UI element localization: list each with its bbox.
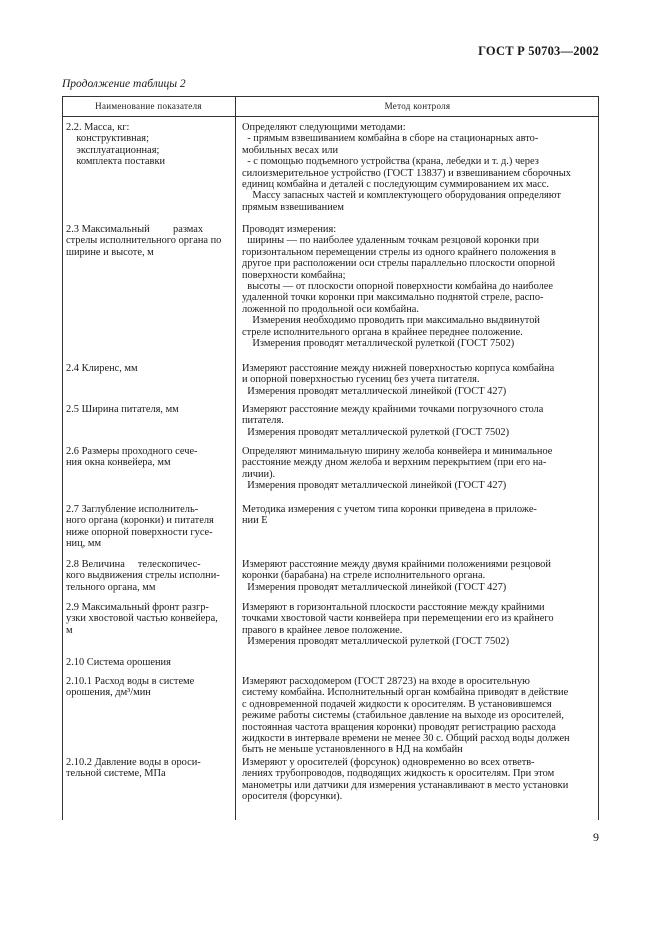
control-method-line: нии Е: [242, 515, 268, 527]
indicator-name-line: 2.7 Заглубление исполнитель-: [66, 504, 199, 515]
control-method-line: другое при расположении оси стрелы параллельно плоскости опорной: [242, 258, 556, 270]
indicator-name-line: тельного органа, мм: [66, 581, 156, 593]
indicator-name-cell: [66, 657, 231, 668]
control-method-cell: [242, 559, 595, 593]
indicator-name-cell: [66, 504, 231, 550]
column-header-name: Наименование показателя: [95, 101, 202, 111]
control-method-line: с одновременной подачей жидкости к оросителям. В установившемся: [242, 698, 552, 710]
control-method-line: расстояние между дном желоба и верхним перекрытием (при его на-: [242, 457, 547, 469]
indicator-name-line: м: [66, 624, 73, 636]
control-method-line: лениях трубопроводов, подводящих жидкость к оросителям. При этом: [242, 768, 555, 780]
control-method-line: высоты — от плоскости опорной поверхности комбайна до наиболее: [242, 281, 554, 293]
control-method-cell: [242, 676, 595, 756]
control-method-cell: [242, 122, 595, 213]
control-method-line: Измеряют в горизонтальной плоскости расстояние между крайними: [242, 602, 545, 613]
control-method-cell: [242, 446, 595, 492]
control-method-line: точками хвостовой части конвейера при перемещении его из крайнего: [242, 613, 554, 625]
indicator-name-cell: [66, 602, 231, 636]
control-method-line: горизонтальном перемещении стрелы из одного крайнего положения в: [242, 246, 556, 258]
control-method-line: Измеряют расстояние между двумя крайними положениями резцовой: [242, 559, 551, 570]
indicator-name-line: 2.10 Система орошения: [66, 657, 171, 668]
control-method-cell: [242, 363, 595, 397]
control-method-cell: [242, 602, 595, 648]
indicator-name-cell: [66, 676, 231, 699]
control-method-line: питателя.: [242, 415, 284, 427]
indicator-name-line: 2.10.2 Давление воды в ороси-: [66, 757, 201, 768]
control-method-line: Измерения проводят металлической рулеткой (ГОСТ 7502): [242, 426, 510, 438]
control-method-line: прямым взвешиванием: [242, 201, 344, 213]
methods-table: [62, 96, 599, 820]
table-left-rule: [62, 96, 63, 820]
control-method-line: оросителя (форсунки).: [242, 791, 343, 803]
indicator-name-line: тельной системе, МПа: [66, 768, 166, 780]
indicator-name-line: кого выдвижения стрелы исполни-: [66, 570, 220, 582]
control-method-line: Определяют следующими методами:: [242, 122, 406, 133]
control-method-line: - с помощью подъемного устройства (крана, лебедки и т. д.) через: [242, 156, 539, 168]
indicator-name-line: 2.9 Максимальный фронт разгр-: [66, 602, 209, 613]
indicator-name-line: 2.8 Величина телескопичес-: [66, 559, 201, 570]
control-method-line: стреле исполнительного органа в крайнее переднее положение.: [242, 326, 523, 338]
indicator-name-line: стрелы исполнительного органа по: [66, 235, 222, 247]
control-method-line: единиц комбайна и деталей с последующим суммированием их масс.: [242, 179, 549, 191]
control-method-cell: [242, 404, 595, 438]
control-method-cell: [242, 757, 595, 803]
indicator-name-line: ния окна конвейера, мм: [66, 457, 171, 469]
indicator-name-line: 2.10.1 Расход воды в системе: [66, 676, 195, 687]
indicator-name-line: ного органа (коронки) и питателя: [66, 515, 214, 527]
indicator-name-cell: [66, 757, 231, 780]
control-method-line: Измерения необходимо проводить при максимально выдвинутой: [242, 315, 540, 327]
control-method-line: силоизмерительное устройство (ГОСТ 13837) и взвешиванием сборочных: [242, 167, 571, 179]
indicator-name-cell: [66, 404, 231, 415]
column-header-method: Метод контроля: [384, 101, 451, 111]
control-method-cell: [242, 504, 595, 527]
control-method-line: мобильных весах или: [242, 144, 339, 156]
page-number: 9: [593, 830, 599, 844]
standard-code: ГОСТ Р 50703—2002: [478, 44, 599, 58]
indicator-name-line: 2.2. Масса, кг:: [66, 122, 130, 133]
control-method-line: Измерения проводят металлической линейкой (ГОСТ 427): [242, 480, 507, 492]
control-method-line: Методика измерения с учетом типа коронки приведена в приложе-: [242, 504, 537, 515]
indicator-name-line: конструктивная;: [66, 133, 149, 145]
control-method-line: быть не меньше установленного в НД на комбайн: [242, 744, 463, 756]
control-method-line: систему комбайна. Исполнительный орган комбайна приводят в действие: [242, 687, 569, 699]
indicator-name-line: 2.4 Клиренс, мм: [66, 363, 138, 374]
indicator-name-cell: [66, 224, 231, 258]
table-right-rule: [598, 96, 599, 820]
control-method-line: Измеряют у оросителей (форсунок) одновременно во всех ответв-: [242, 757, 535, 768]
control-method-line: Массу запасных частей и комплектующего оборудования определяют: [242, 190, 561, 202]
control-method-line: Измерения проводят металлической рулеткой (ГОСТ 7502): [242, 338, 515, 350]
control-method-line: удаленной точки коронки при максимально поднятой стреле, распо-: [242, 292, 544, 304]
control-method-line: Измерения проводят металлической рулеткой (ГОСТ 7502): [242, 636, 510, 648]
control-method-line: Измеряют расстояние между крайними точками погрузочного стола: [242, 404, 544, 415]
control-method-line: ширины — по наиболее удаленным точкам резцовой коронки при: [242, 235, 540, 247]
control-method-line: Измеряют расстояние между нижней поверхностью корпуса комбайна: [242, 363, 555, 374]
control-method-line: режиме работы системы (стабильное давление на выходе из оросителей,: [242, 710, 564, 722]
indicator-name-line: эксплуатационная;: [66, 144, 160, 156]
control-method-line: - прямым взвешиванием комбайна в сборе на стационарных авто-: [242, 133, 539, 145]
indicator-name-cell: [66, 446, 231, 469]
indicator-name-line: 2.3 Максимальный размах: [66, 224, 204, 235]
indicator-name-cell: [66, 122, 231, 168]
control-method-line: коронки (барабана) на стреле исполнительного органа.: [242, 570, 486, 582]
indicator-name-line: 2.6 Размеры проходного сече-: [66, 446, 198, 457]
indicator-name-cell: [66, 559, 231, 593]
continuation-label: Продолжение таблицы 2: [62, 78, 186, 90]
indicator-name-line: ниже опорной поверхности гусе-: [66, 526, 213, 538]
control-method-line: Определяют минимальную ширину желоба конвейера и минимальное: [242, 446, 553, 457]
control-method-line: и опорной поверхностью гусениц без учета питателя.: [242, 374, 480, 386]
control-method-cell: [242, 224, 595, 349]
indicator-name-line: ниц, мм: [66, 538, 102, 550]
control-method-line: правого в крайнее левое положение.: [242, 624, 403, 636]
control-method-line: Измеряют расходомером (ГОСТ 28723) на входе в оросительную: [242, 676, 530, 687]
control-method-line: постоянная частота вращения коронки) проводят регистрацию расхода: [242, 721, 556, 733]
control-method-line: ложенной по продольной оси комбайна.: [242, 303, 419, 315]
indicator-name-cell: [66, 363, 231, 374]
control-method-line: манометры или датчики для измерения устанавливают в место установки: [242, 779, 569, 791]
control-method-line: жидкости в интервале времени не менее 30 с. Общий расход воды должен: [242, 733, 570, 745]
table-column-divider: [235, 96, 236, 820]
control-method-line: Измерения проводят металлической линейкой (ГОСТ 427): [242, 581, 507, 593]
control-method-line: поверхности комбайна;: [242, 269, 346, 281]
control-method-line: Проводят измерения:: [242, 224, 337, 235]
indicator-name-line: 2.5 Ширина питателя, мм: [66, 404, 179, 415]
header-bottom-rule: [62, 116, 599, 117]
indicator-name-line: комплекта поставки: [66, 156, 166, 168]
indicator-name-line: ширине и высоте, м: [66, 246, 154, 258]
control-method-line: Измерения проводят металлической линейкой (ГОСТ 427): [242, 385, 507, 397]
indicator-name-line: узки хвостовой частью конвейера,: [66, 613, 218, 625]
indicator-name-line: орошения, дм³/мин: [66, 687, 151, 699]
control-method-line: личии).: [242, 468, 276, 480]
